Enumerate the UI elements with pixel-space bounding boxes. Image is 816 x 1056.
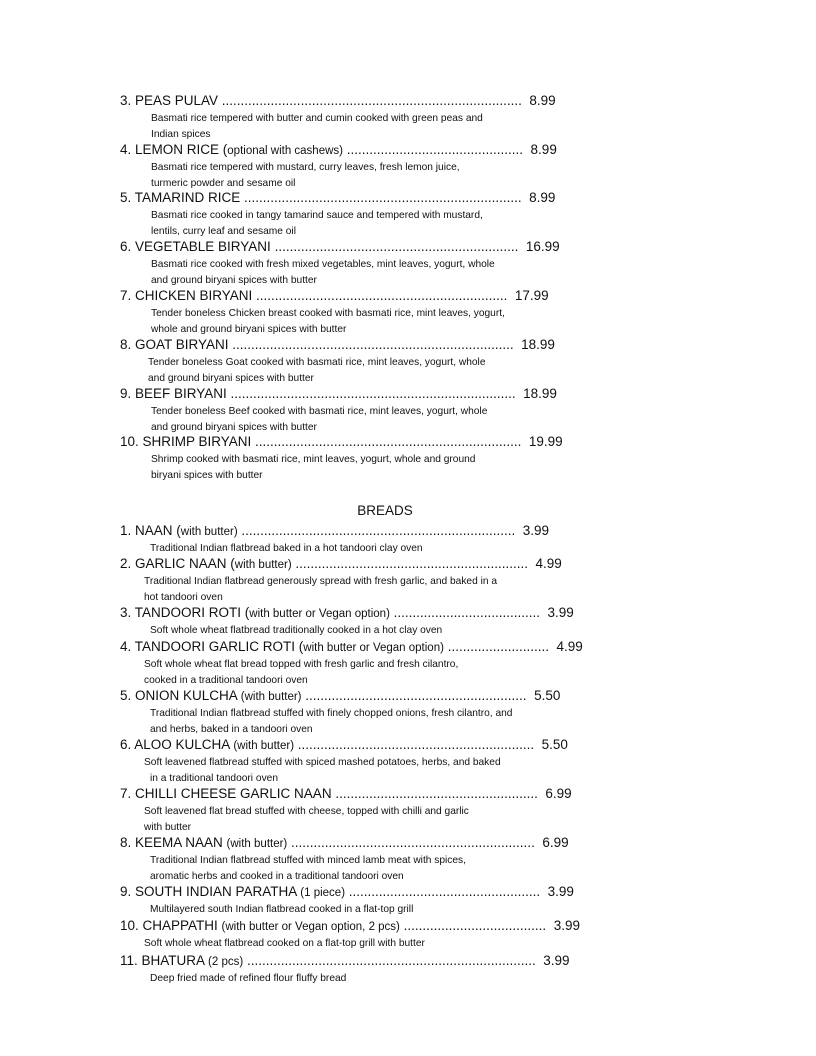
item-leader: ............................................................................. xyxy=(243,953,536,968)
item-leader: ................................................................... xyxy=(252,288,508,303)
item-description: Basmati rice cooked with fresh mixed vegetables, mint leaves, yogurt, whole xyxy=(151,259,495,270)
menu-item xyxy=(120,523,640,557)
item-description: Deep fried made of refined flour fluffy bread xyxy=(150,973,347,984)
item-note: with butter) xyxy=(180,526,238,538)
menu-item xyxy=(120,884,640,918)
item-price: 16.99 xyxy=(525,239,560,254)
menu-item xyxy=(120,953,640,987)
item-name: 4. TANDOORI GARLIC ROTI ( xyxy=(120,639,304,654)
item-leader: ...................................... xyxy=(399,918,547,933)
item-description: Multilayered south Indian flatbread cooked in a flat-top grill xyxy=(150,904,414,915)
item-note: optional with cashews) xyxy=(227,145,343,157)
item-leader: ............................................................... xyxy=(294,737,535,752)
item-name: 8. GOAT BIRYANI xyxy=(120,337,229,352)
item-description: Tender boneless Goat cooked with basmati rice, mint leaves, yogurt, whole xyxy=(148,357,486,368)
item-name: 9. SOUTH INDIAN PARATHA xyxy=(120,884,301,899)
menu-item xyxy=(120,835,640,884)
item-description: turmeric powder and sesame oil xyxy=(151,177,296,189)
item-name: 9. BEEF BIRYANI xyxy=(120,386,227,401)
item-description: Traditional Indian flatbread stuffed with finely chopped onions, fresh cilantro, and xyxy=(150,708,513,719)
item-description: and ground biryani spices with butter xyxy=(148,372,314,384)
item-note: (2 pcs) xyxy=(208,956,244,968)
item-name: 2. GARLIC NAAN ( xyxy=(120,556,235,571)
item-description: whole and ground biryani spices with butter xyxy=(151,323,347,335)
section-heading: BREADS xyxy=(357,503,413,518)
item-description: aromatic herbs and cooked in a traditional tandoori oven xyxy=(150,870,404,882)
item-leader: ............................................... xyxy=(342,142,524,157)
item-note: with butter or Vegan option) xyxy=(249,608,390,620)
item-name: 4. LEMON RICE ( xyxy=(120,142,228,157)
item-price: 8.99 xyxy=(529,93,556,108)
item-note: (with butter) xyxy=(240,691,302,703)
item-price: 4.99 xyxy=(556,639,583,654)
item-description: Traditional Indian flatbread stuffed with minced lamb meat with spices, xyxy=(150,855,466,866)
item-leader: ......................................................................... xyxy=(237,523,516,538)
item-name: 10. CHAPPATHI xyxy=(120,918,222,933)
menu-item xyxy=(120,786,640,835)
menu-item xyxy=(120,239,640,288)
item-description: hot tandoori oven xyxy=(144,591,223,603)
item-description: Soft whole wheat flatbread cooked on a flat-top grill with butter xyxy=(144,938,425,949)
item-leader: ...................................................... xyxy=(331,786,538,801)
item-description: Tender boneless Beef cooked with basmati rice, mint leaves, yogurt, whole xyxy=(151,406,488,417)
item-description: Indian spices xyxy=(151,128,211,140)
item-note: (1 piece) xyxy=(300,887,346,899)
item-price: 6.99 xyxy=(545,786,572,801)
item-description: Soft whole wheat flatbread traditionally cooked in a hot clay oven xyxy=(150,625,443,636)
item-name: 7. CHICKEN BIRYANI xyxy=(120,288,253,303)
item-description: Traditional Indian flatbread generously spread with fresh garlic, and baked in a xyxy=(144,576,498,587)
item-description: and ground biryani spices with butter xyxy=(151,274,317,286)
item-description: Basmati rice cooked in tangy tamarind sauce and tempered with mustard, xyxy=(151,210,483,221)
item-name: 3. TANDOORI ROTI ( xyxy=(120,605,250,620)
item-price: 4.99 xyxy=(535,556,562,571)
item-price: 17.99 xyxy=(514,288,549,303)
item-price: 3.99 xyxy=(547,605,574,620)
item-name: 3. PEAS PULAV xyxy=(120,93,219,108)
item-name: 11. BHATURA xyxy=(120,953,209,968)
menu-item xyxy=(120,918,640,952)
item-leader: ........................................................... xyxy=(301,688,527,703)
item-description: lentils, curry leaf and sesame oil xyxy=(151,225,296,237)
item-leader: .......................................................................... xyxy=(240,190,522,205)
item-description: biryani spices with butter xyxy=(151,469,263,481)
item-leader: ........................................................................... xyxy=(228,337,514,352)
item-note: (with butter) xyxy=(233,740,295,752)
item-description: Soft leavened flatbread stuffed with spiced mashed potatoes, herbs, and baked xyxy=(144,757,501,768)
item-note: with butter or Vegan option) xyxy=(303,642,444,654)
item-name: 10. SHRIMP BIRYANI xyxy=(120,434,252,449)
item-leader: ............................................................................ xyxy=(226,386,516,401)
item-description: with butter xyxy=(144,821,191,833)
item-name: 6. ALOO KULCHA xyxy=(120,737,234,752)
item-leader: .............................................................. xyxy=(291,556,528,571)
item-description: Basmati rice tempered with mustard, curry leaves, fresh lemon juice, xyxy=(151,162,460,173)
item-description: Traditional Indian flatbread baked in a hot tandoori clay oven xyxy=(150,543,423,554)
item-note: with butter) xyxy=(234,559,292,571)
item-price: 18.99 xyxy=(523,386,557,401)
item-leader: ................................................................................ xyxy=(218,93,522,108)
item-price: 8.99 xyxy=(529,190,556,205)
item-leader: ....................................... xyxy=(389,605,540,620)
menu-item xyxy=(120,434,640,483)
menu-item xyxy=(120,737,640,786)
item-price: 5.50 xyxy=(541,737,568,752)
item-price: 19.99 xyxy=(528,434,563,449)
item-description: and ground biryani spices with butter xyxy=(151,421,317,433)
item-price: 3.99 xyxy=(543,953,570,968)
item-price: 18.99 xyxy=(521,337,555,352)
menu-item xyxy=(120,142,640,191)
item-description: and herbs, baked in a tandoori oven xyxy=(150,723,313,735)
item-price: 3.99 xyxy=(547,884,574,899)
item-name: 8. KEEMA NAAN xyxy=(120,835,227,850)
item-price: 6.99 xyxy=(542,835,569,850)
menu-item xyxy=(120,93,640,142)
item-description: Soft whole wheat flat bread topped with fresh garlic and fresh cilantro, xyxy=(144,659,459,670)
item-note: (with butter or Vegan option, 2 pcs) xyxy=(221,921,400,933)
item-price: 3.99 xyxy=(522,523,550,538)
menu-item xyxy=(120,386,640,435)
item-name: 5. ONION KULCHA xyxy=(120,688,241,703)
menu-item xyxy=(120,337,640,386)
menu-item xyxy=(120,639,640,688)
item-name: 1. NAAN ( xyxy=(120,523,181,538)
menu-item xyxy=(120,288,640,337)
item-name: 6. VEGETABLE BIRYANI xyxy=(120,239,271,254)
menu-item xyxy=(120,556,640,605)
item-price: 8.99 xyxy=(530,142,557,157)
item-description: in a traditional tandoori oven xyxy=(150,772,278,784)
item-name: 7. CHILLI CHEESE GARLIC NAAN xyxy=(120,786,332,801)
item-leader: ................................................... xyxy=(345,884,541,899)
item-price: 5.50 xyxy=(534,688,561,703)
menu-item xyxy=(120,605,640,639)
menu-item xyxy=(120,190,640,239)
item-name: 5. TAMARIND RICE xyxy=(120,190,241,205)
item-price: 3.99 xyxy=(553,918,580,933)
item-description: Tender boneless Chicken breast cooked with basmati rice, mint leaves, yogurt, xyxy=(151,308,505,319)
item-description: Shrimp cooked with basmati rice, mint leaves, yogurt, whole and ground xyxy=(151,454,476,465)
item-description: Soft leavened flat bread stuffed with cheese, topped with chilli and garlic xyxy=(144,806,469,817)
item-leader: ................................................................. xyxy=(270,239,519,254)
item-leader: ....................................................................... xyxy=(251,434,522,449)
menu-item xyxy=(120,688,640,737)
item-leader: ................................................................. xyxy=(287,835,535,850)
item-description: cooked in a traditional tandoori oven xyxy=(144,674,308,686)
item-note: (with butter) xyxy=(226,838,288,850)
item-description: Basmati rice tempered with butter and cumin cooked with green peas and xyxy=(151,113,483,124)
item-leader: ........................... xyxy=(443,639,549,654)
